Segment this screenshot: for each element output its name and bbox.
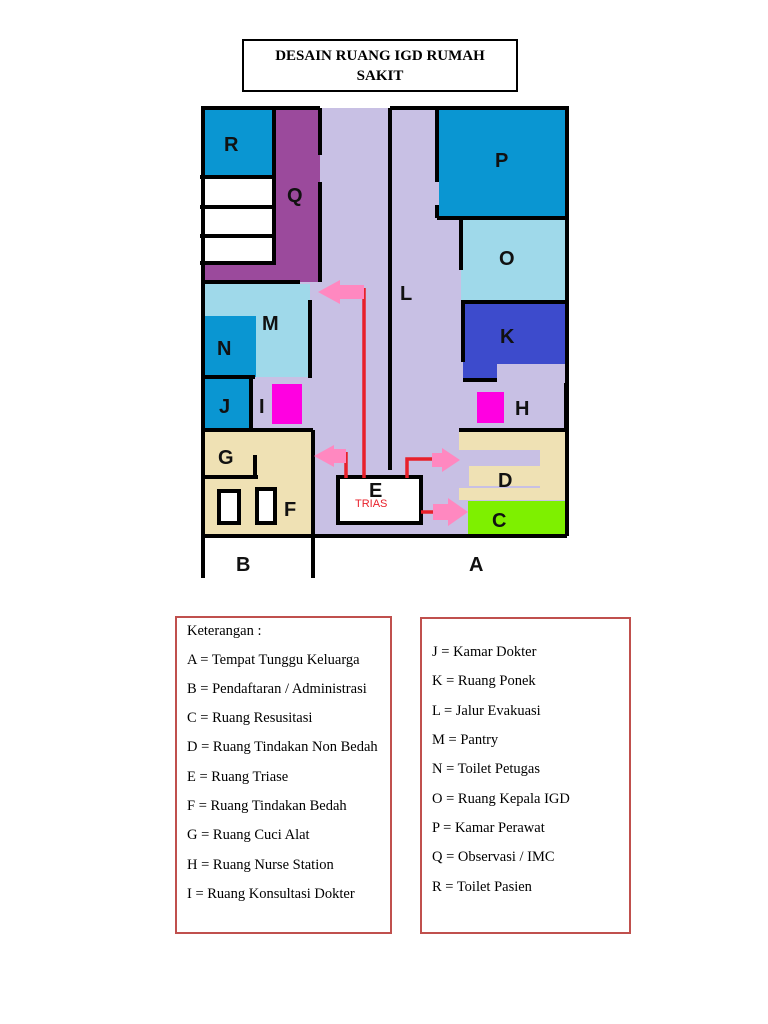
legend-right bbox=[420, 617, 631, 934]
legend-item: J = Kamar Dokter bbox=[432, 644, 537, 660]
legend-item: M = Pantry bbox=[432, 732, 499, 748]
label-j: J bbox=[219, 396, 231, 418]
desk-h bbox=[477, 392, 504, 423]
legend-item: C = Ruang Resusitasi bbox=[187, 710, 313, 726]
legend-item: G = Ruang Cuci Alat bbox=[187, 827, 310, 843]
legend-item: R = Toilet Pasien bbox=[432, 879, 532, 895]
desk-i bbox=[272, 384, 302, 424]
bed-left bbox=[219, 491, 239, 523]
bed-right bbox=[257, 489, 275, 523]
legend-item: P = Kamar Perawat bbox=[432, 820, 545, 836]
legend-item: L = Jalur Evakuasi bbox=[432, 703, 541, 719]
legend-item: K = Ruang Ponek bbox=[432, 673, 536, 689]
legend-item: N = Toilet Petugas bbox=[432, 761, 540, 777]
legend-item: D = Ruang Tindakan Non Bedah bbox=[187, 739, 378, 755]
legend-item: Q = Observasi / IMC bbox=[432, 849, 555, 865]
label-l: L bbox=[400, 283, 413, 305]
label-r: R bbox=[224, 134, 239, 156]
legend-item: A = Tempat Tunggu Keluarga bbox=[187, 652, 360, 668]
label-i: I bbox=[259, 396, 265, 418]
label-q: Q bbox=[287, 185, 303, 207]
legend-item: H = Ruang Nurse Station bbox=[187, 857, 334, 873]
legend-heading: Keterangan : bbox=[187, 623, 262, 639]
label-p: P bbox=[495, 150, 509, 172]
legend-left bbox=[175, 616, 392, 934]
label-c: C bbox=[492, 510, 507, 532]
room-c bbox=[468, 501, 567, 536]
label-a: A bbox=[469, 554, 484, 576]
room-r bbox=[205, 108, 274, 176]
label-e: E bbox=[369, 480, 383, 502]
diagram-title: DESAIN RUANG IGD RUMAH SAKIT bbox=[242, 39, 518, 92]
label-f: F bbox=[284, 499, 297, 521]
legend-item: I = Ruang Konsultasi Dokter bbox=[187, 886, 355, 902]
label-n: N bbox=[217, 338, 232, 360]
label-h: H bbox=[515, 398, 530, 420]
legend-item: F = Ruang Tindakan Bedah bbox=[187, 798, 347, 814]
label-k: K bbox=[500, 326, 515, 348]
legend-item: E = Ruang Triase bbox=[187, 769, 289, 785]
label-g: G bbox=[218, 447, 234, 469]
label-o: O bbox=[499, 248, 515, 270]
label-m: M bbox=[262, 313, 279, 335]
label-b: B bbox=[236, 554, 251, 576]
legend-item: O = Ruang Kepala IGD bbox=[432, 791, 570, 807]
legend-item: B = Pendaftaran / Administrasi bbox=[187, 681, 367, 697]
label-trias: TRIAS bbox=[355, 498, 388, 510]
label-d: D bbox=[498, 470, 513, 492]
